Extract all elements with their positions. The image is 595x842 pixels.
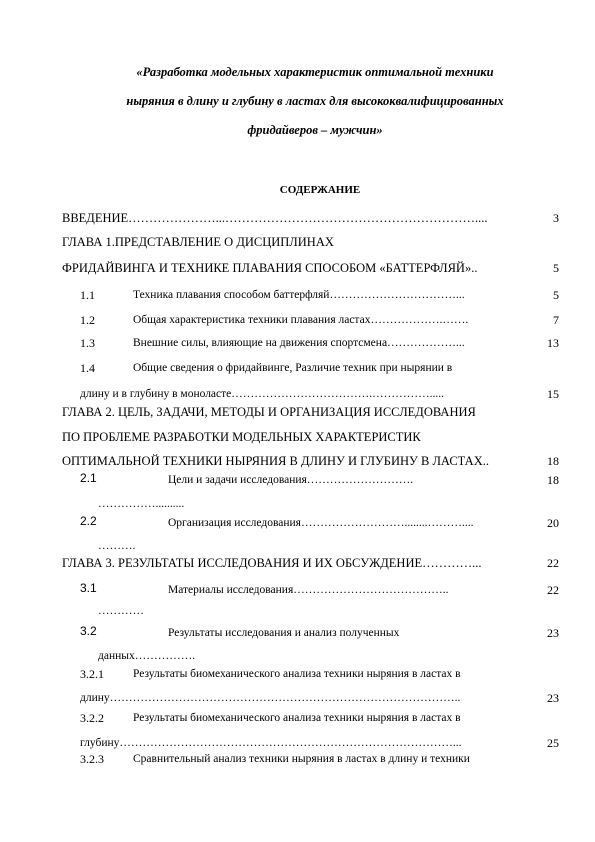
toc-ch2-page: 18	[547, 454, 559, 468]
document-title	[90, 58, 540, 145]
toc-s1-2-page: 7	[553, 313, 559, 327]
title-line-1: «Разработка модельных характеристик оптимальной техники	[136, 65, 494, 79]
toc-s3-2-2-num: 3.2.2	[80, 711, 104, 725]
toc-ch2-line3[interactable]: ОПТИМАЛЬНОЙ ТЕХНИКИ НЫРЯНИЯ В ДЛИНУ И ГЛУБИНУ В ЛАСТАХ..	[62, 454, 489, 468]
toc-s3-1-num: 3.1	[80, 581, 97, 595]
toc-s3-1-page: 22	[547, 583, 559, 597]
toc-s3-2-2-page: 25	[547, 736, 559, 750]
toc-s2-1-cont: ……………..........	[98, 498, 185, 510]
toc-s3-2-page: 23	[547, 626, 559, 640]
toc-s2-1-page: 18	[547, 473, 559, 487]
toc-s1-3-page: 13	[547, 336, 559, 350]
toc-s3-1-text[interactable]: Материалы исследования…………………………………..	[168, 584, 449, 596]
toc-s3-2-2-line2[interactable]: глубину……………………………………………………………………………...	[80, 737, 462, 749]
contents-heading: СОДЕРЖАНИЕ	[279, 184, 361, 196]
title-line-2: ныряния в длину и глубину в ластах для высококвалифицированных	[126, 94, 504, 108]
toc-s3-2-cont: данных…………….	[98, 650, 196, 662]
toc-ch3-page: 22	[547, 556, 559, 570]
toc-s3-2-3-line1[interactable]: Сравнительный анализ техники ныряния в ластах в длину и техники	[133, 753, 470, 765]
toc-s1-3-text[interactable]: Внешние силы, влияющие на движения спортсмена………………...	[133, 337, 465, 349]
toc-s1-1-page: 5	[553, 288, 559, 302]
toc-s1-1-num: 1.1	[80, 288, 95, 302]
toc-s2-2-text[interactable]: Организация исследования………………………........………....	[168, 517, 474, 529]
toc-s3-2-1-page: 23	[547, 691, 559, 705]
toc-s2-2-cont: ……….	[98, 540, 136, 552]
toc-s3-1-cont: …………	[98, 605, 144, 617]
toc-s1-4-num: 1.4	[80, 361, 95, 375]
toc-s1-2-text[interactable]: Общая характеристика техники плавания ластах……………….…….	[133, 314, 469, 326]
toc-s3-2-text[interactable]: Результаты исследования и анализ полученных	[168, 627, 400, 639]
toc-s1-4-line2[interactable]: длину и в глубину в моноласте……………………………….…………….....	[80, 388, 445, 400]
toc-s1-4-page: 15	[547, 387, 559, 401]
toc-s1-3-num: 1.3	[80, 336, 95, 350]
toc-ch2-line2[interactable]: ПО ПРОБЛЕМЕ РАЗРАБОТКИ МОДЕЛЬНЫХ ХАРАКТЕРИСТИК	[62, 430, 421, 444]
title-line-3: фридайверов – мужчин»	[247, 123, 383, 137]
toc-s1-4-line1[interactable]: Общие сведения о фридайвинге, Различие техник при нырянии в	[133, 362, 453, 374]
toc-s2-1-num: 2.1	[80, 471, 97, 485]
toc-s3-2-1-num: 3.2.1	[80, 667, 104, 681]
toc-s1-2-num: 1.2	[80, 313, 95, 327]
toc-s3-2-2-line1[interactable]: Результаты биомеханического анализа техники ныряния в ластах в	[133, 712, 461, 724]
toc-s2-1-text[interactable]: Цели и задачи исследования……………………….	[168, 474, 414, 486]
toc-ch3-text[interactable]: ГЛАВА 3. РЕЗУЛЬТАТЫ ИССЛЕДОВАНИЯ И ИХ ОБСУЖДЕНИЕ…………...	[62, 556, 482, 570]
toc-s3-2-1-line2[interactable]: длину………………………………………………………………………………..	[80, 692, 461, 704]
toc-intro-page: 3	[553, 211, 559, 225]
toc-s2-2-num: 2.2	[80, 514, 97, 528]
toc-s3-2-num: 3.2	[80, 624, 97, 638]
toc-s3-2-3-num: 3.2.3	[80, 752, 104, 766]
toc-ch1-line1[interactable]: ГЛАВА 1.ПРЕДСТАВЛЕНИЕ О ДИСЦИПЛИНАХ	[62, 235, 334, 249]
toc-ch1-line2[interactable]: ФРИДАЙВИНГА И ТЕХНИКЕ ПЛАВАНИЯ СПОСОБОМ «БАТТЕРФЛЯЙ»..	[62, 261, 478, 275]
toc-ch2-line1[interactable]: ГЛАВА 2. ЦЕЛЬ, ЗАДАЧИ, МЕТОДЫ И ОРГАНИЗАЦИЯ ИССЛЕДОВАНИЯ	[62, 405, 476, 419]
toc-intro-text[interactable]: ВВЕДЕНИЕ…………………...……………………………………………………....	[62, 211, 488, 225]
toc-s3-2-1-line1[interactable]: Результаты биомеханического анализа техники ныряния в ластах в	[133, 668, 461, 680]
toc-s2-2-page: 20	[547, 516, 559, 530]
toc-s1-1-text[interactable]: Техника плавания способом баттерфляй……………………………...	[133, 289, 465, 301]
toc-ch1-page: 5	[553, 261, 559, 275]
